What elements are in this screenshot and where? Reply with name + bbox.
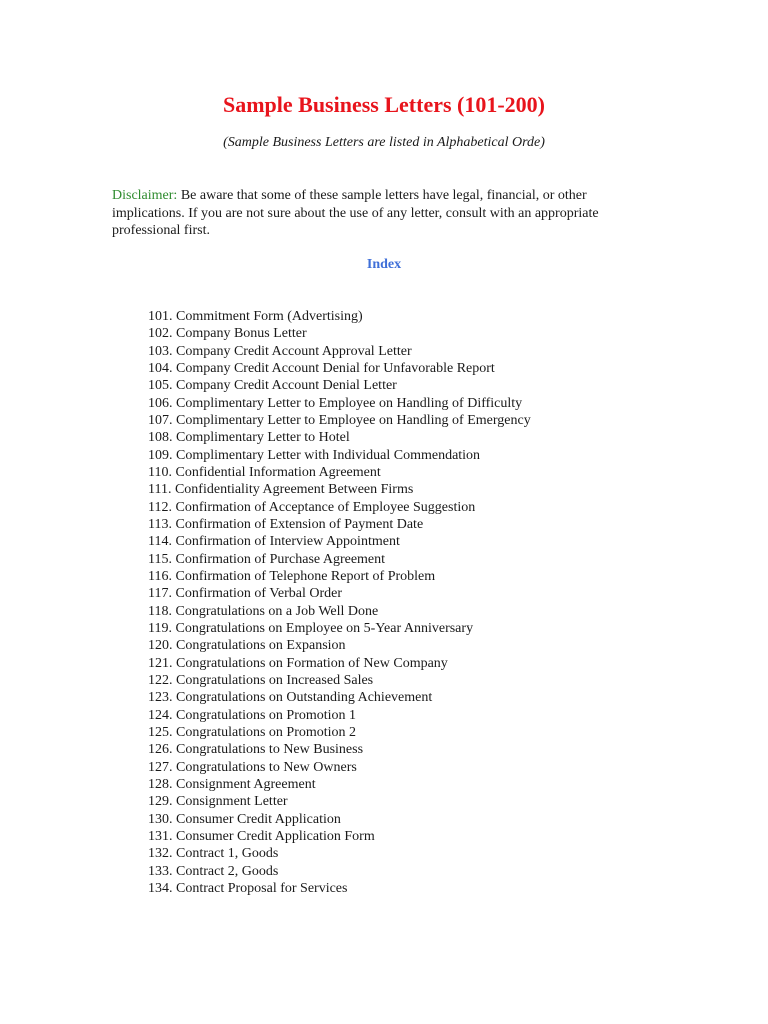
letter-index-item: 117. Confirmation of Verbal Order	[148, 586, 343, 602]
letter-index-item: 102. Company Bonus Letter	[148, 326, 307, 342]
letter-index-item: 119. Congratulations on Employee on 5-Year Anniversary	[148, 620, 474, 636]
letter-index-item: 126. Congratulations to New Business	[148, 742, 364, 758]
letter-index-item: 103. Company Credit Account Approval Letter	[148, 343, 412, 359]
letter-index-item: 107. Complimentary Letter to Employee on Handling of Emergency	[148, 412, 531, 428]
letter-index-item: 132. Contract 1, Goods	[148, 846, 279, 862]
letter-index-item: 129. Consignment Letter	[148, 794, 288, 810]
letter-index-item: 109. Complimentary Letter with Individual Commendation	[148, 447, 481, 463]
page-title: Sample Business Letters (101-200)	[222, 92, 546, 117]
letter-index-item: 111. Confidentiality Agreement Between Firms	[148, 482, 414, 498]
letter-index-item: 120. Congratulations on Expansion	[148, 638, 346, 654]
letter-index-item: 131. Consumer Credit Application Form	[148, 828, 375, 844]
page-subtitle: (Sample Business Letters are listed in Alphabetical Orde)	[223, 135, 545, 150]
letter-index-item: 106. Complimentary Letter to Employee on Handling of Difficulty	[148, 395, 523, 411]
letter-index-item: 112. Confirmation of Acceptance of Employee Suggestion	[148, 499, 476, 515]
letter-index-item: 121. Congratulations on Formation of New Company	[148, 655, 448, 671]
letter-index-item: 130. Consumer Credit Application	[148, 811, 341, 827]
letter-index-item: 123. Congratulations on Outstanding Achievement	[148, 690, 433, 706]
letter-index-item: 108. Complimentary Letter to Hotel	[148, 430, 350, 446]
letter-index-item: 114. Confirmation of Interview Appointment	[148, 534, 400, 550]
letter-index-item: 113. Confirmation of Extension of Payment Date	[148, 516, 424, 532]
letter-index-item: 122. Congratulations on Increased Sales	[148, 672, 374, 688]
letter-index-item: 116. Confirmation of Telephone Report of Problem	[148, 568, 436, 584]
letter-index-item: 127. Congratulations to New Owners	[148, 759, 357, 775]
letter-index-item: 105. Company Credit Account Denial Letter	[148, 378, 397, 394]
disclaimer-text: Be aware that some of these sample letters have legal, financial, or other implications. If you are not sure about the use of any letter, consult with an appropriate professional first.	[112, 188, 599, 238]
index-heading: Index	[366, 257, 402, 272]
letter-index-item: 115. Confirmation of Purchase Agreement	[148, 551, 386, 567]
letter-index-list	[148, 308, 531, 897]
letter-index-item: 104. Company Credit Account Denial for Unfavorable Report	[148, 360, 495, 376]
letter-index-item: 110. Confidential Information Agreement	[148, 464, 381, 480]
letter-index-item: 125. Congratulations on Promotion 2	[148, 724, 357, 740]
letter-index-item: 124. Congratulations on Promotion 1	[148, 707, 357, 723]
letter-index-item: 118. Congratulations on a Job Well Done	[148, 603, 379, 619]
letter-index-item: 134. Contract Proposal for Services	[148, 880, 348, 896]
letter-index-item: 133. Contract 2, Goods	[148, 863, 279, 879]
disclaimer-paragraph	[112, 187, 657, 240]
disclaimer-label: Disclaimer:	[112, 188, 178, 203]
letter-index-item: 128. Consignment Agreement	[148, 776, 316, 792]
letter-index-item: 101. Commitment Form (Advertising)	[148, 309, 363, 324]
